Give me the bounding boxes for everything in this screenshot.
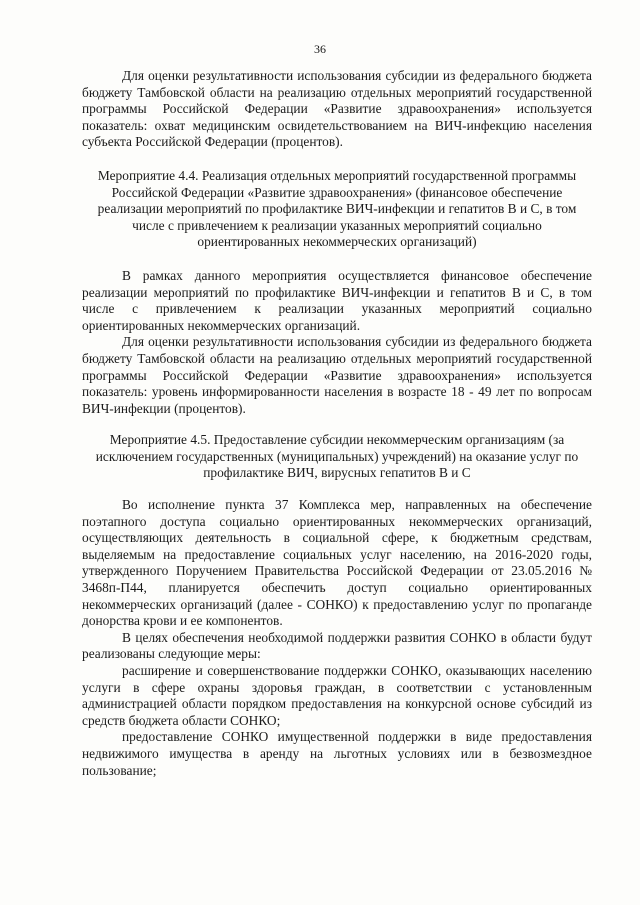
paragraph-measure-4-4-scope: В рамках данного мероприятия осуществляется финансовое обеспечение реализации мероприятий по профилактике ВИЧ-инфекции и гепатитов B и C, в том числе с привлечением к реализации указанных мероприятий социально ориентированных некоммерческих организаций.	[82, 267, 592, 333]
paragraph-support-measures-intro: В целях обеспечения необходимой поддержки развития СОНКО в области будут реализованы следующие меры:	[82, 629, 592, 662]
page-number: 36	[314, 42, 326, 56]
heading-measure-4-5: Мероприятие 4.5. Предоставление субсидии некоммерческим организациям (за исключением государственных (муниципальных) учреждений) на оказание услуг по профилактике ВИЧ, вирусных гепатитов B и C	[95, 432, 579, 481]
document-body	[82, 68, 592, 779]
paragraph-indicator-awareness: Для оценки результативности использования субсидии из федерального бюджета бюджету Тамбовской области на реализацию отдельных мероприятий государственной программы Российской Федерации «Развитие здравоохранения» используется показатель: уровень информированности населения в возрасте 18 - 49 лет по вопросам ВИЧ-инфекции (процентов).	[82, 334, 592, 416]
paragraph-sonko-access: Во исполнение пункта 37 Комплекса мер, направленных на обеспечение поэтапного доступа социально ориентированных некоммерческих организаций, осуществляющих деятельность в социальной сфере, к бюджетным средствам, выделяемым на предоставление социальных услуг населению, на 2016-2020 годы, утвержденного Поручением Правительства Российской Федерации от 23.05.2016 № 3468п-П44, планируется обеспечить доступ социально ориентированных некоммерческих организаций (далее - СОНКО) к предоставлению услуг по пропаганде донорства крови и ее компонентов.	[82, 497, 592, 629]
list-item-property-support: предоставление СОНКО имущественной поддержки в виде предоставления недвижимого имущества в аренду на льготных условиях или в безвозмездное пользование;	[82, 729, 592, 778]
heading-measure-4-4: Мероприятие 4.4. Реализация отдельных мероприятий государственной программы Российской Федерации «Развитие здравоохранения» (финансовое обеспечение реализации мероприятий по профилактике ВИЧ-инфекции и гепатитов B и C, в том числе с привлечением к реализации указанных мероприятий социально ориентированных некоммерческих организаций)	[97, 167, 577, 250]
list-item-subsidy-support: расширение и совершенствование поддержки СОНКО, оказывающих населению услуги в сфере охраны здоровья граждан, в соответствии с установленным администрацией области порядком предоставления на конкурсной основе субсидий из средств бюджета области СОНКО;	[82, 663, 592, 728]
paragraph-indicator-testing: Для оценки результативности использования субсидии из федерального бюджета бюджету Тамбовской области на реализацию отдельных мероприятий государственной программы Российской Федерации «Развитие здравоохранения» используется показатель: охват медицинским освидетельствованием на ВИЧ-инфекцию населения субъекта Российской Федерации (процентов).	[82, 68, 592, 150]
